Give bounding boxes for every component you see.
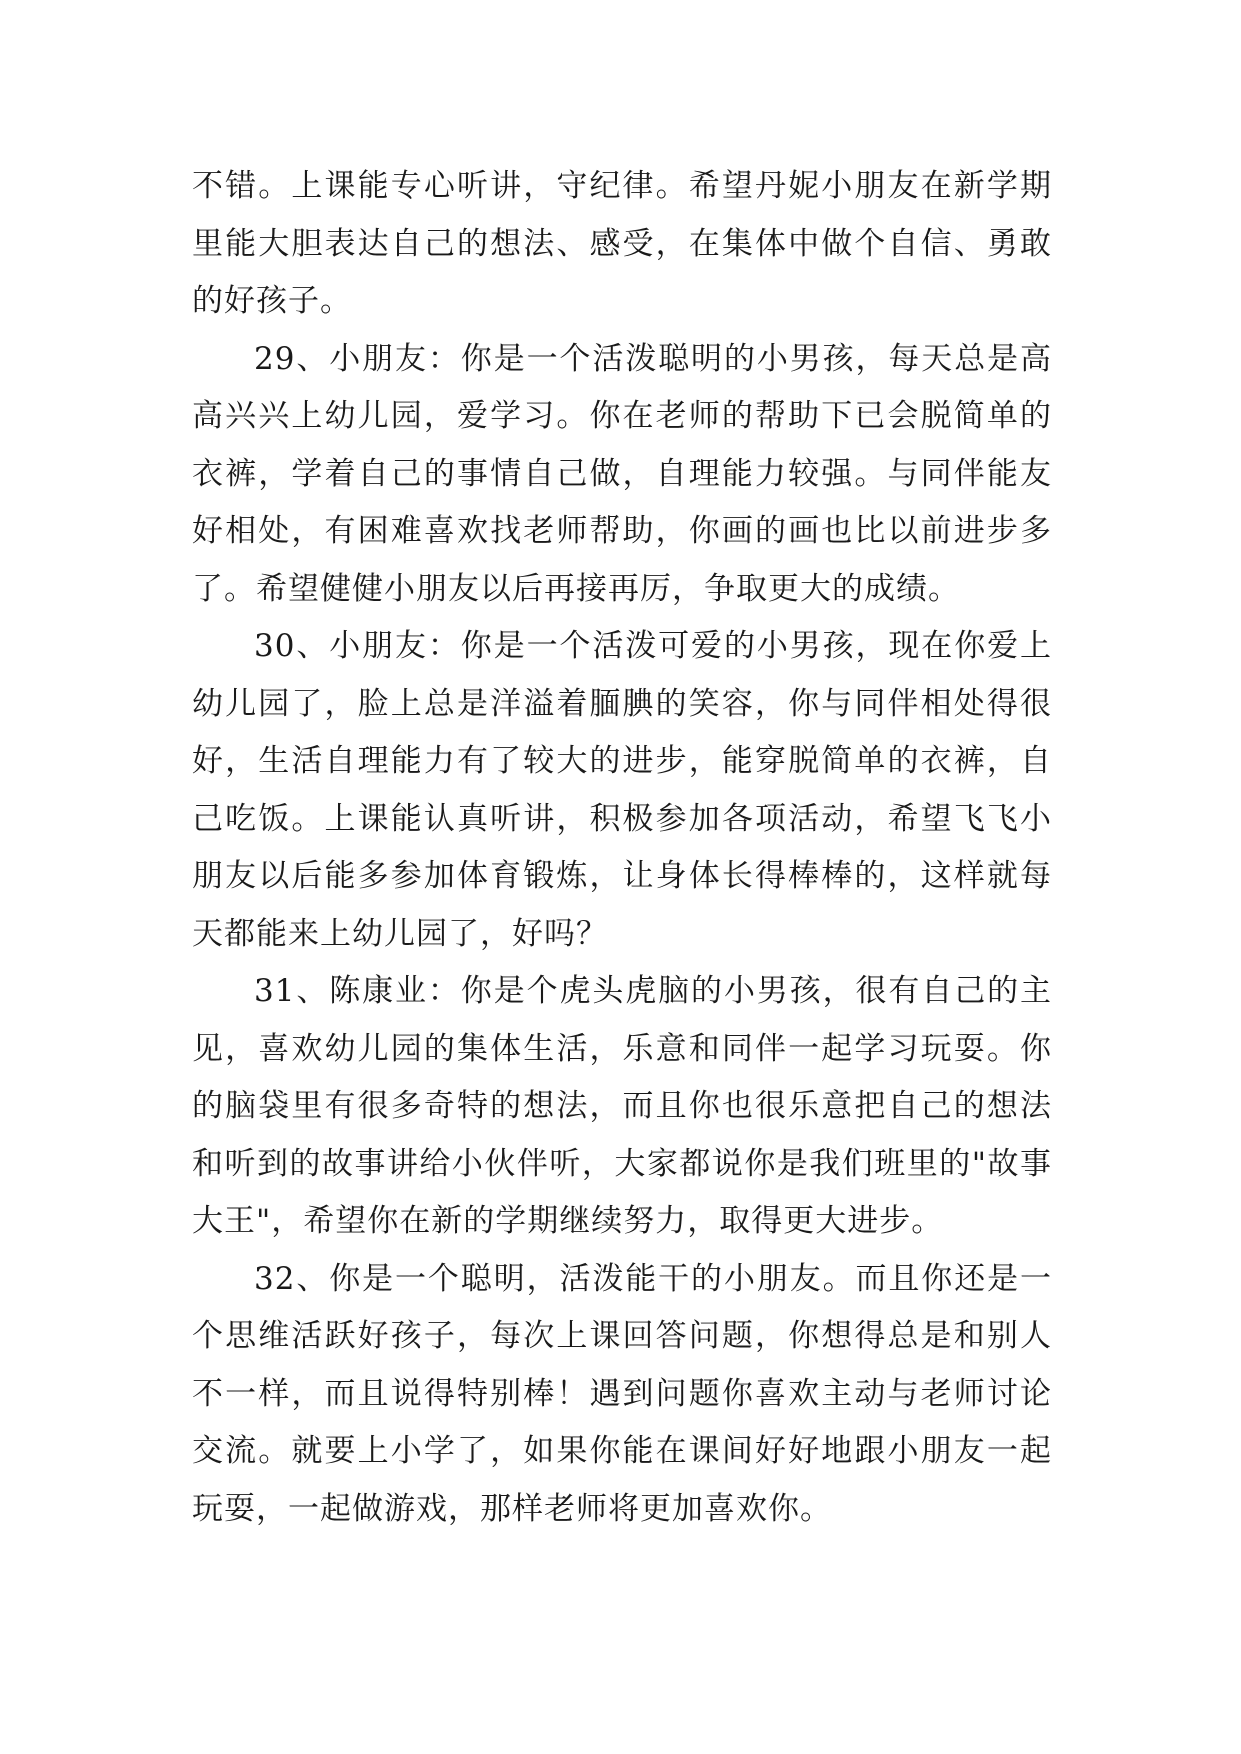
paragraph-comment-30: 30、小朋友：你是一个活泼可爱的小男孩，现在你爱上幼儿园了，脸上总是洋溢着腼腆的笑容，你与同伴相处得很好，生活自理能力有了较大的进步，能穿脱简单的衣裤，自己吃饭。上课能认真听讲，积极参加各项活动，希望飞飞小朋友以后能多参加体育锻炼，让身体长得棒棒的，这样就每天都能来上幼儿园了，好吗？ [192, 628, 1052, 952]
paragraph-comment-32: 32、你是一个聪明，活泼能干的小朋友。而且你还是一个思维活跃好孩子，每次上课回答问题，你想得总是和别人不一样，而且说得特别棒！遇到问题你喜欢主动与老师讨论交流。就要上小学了，如果你能在课间好好地跟小朋友一起玩耍，一起做游戏，那样老师将更加喜欢你。 [192, 1260, 1052, 1527]
paragraph-comment-31: 31、陈康业：你是个虎头虎脑的小男孩，很有自己的主见，喜欢幼儿园的集体生活，乐意和同伴一起学习玩耍。你的脑袋里有很多奇特的想法，而且你也很乐意把自己的想法和听到的故事讲给小伙伴听，大家都说你是我们班里的"故事大王"，希望你在新的学期继续努力，取得更大进步。 [192, 973, 1052, 1239]
paragraph-comment-29: 29、小朋友：你是一个活泼聪明的小男孩，每天总是高高兴兴上幼儿园，爱学习。你在老师的帮助下已会脱简单的衣裤，学着自己的事情自己做，自理能力较强。与同伴能友好相处，有困难喜欢找老师帮助，你画的画也比以前进步多了。希望健健小朋友以后再接再厉，争取更大的成绩。 [192, 340, 1052, 607]
document-body [192, 158, 1052, 1538]
paragraph-continuation: 不错。上课能专心听讲，守纪律。希望丹妮小朋友在新学期里能大胆表达自己的想法、感受，在集体中做个自信、勇敢的好孩子。 [192, 168, 1052, 319]
